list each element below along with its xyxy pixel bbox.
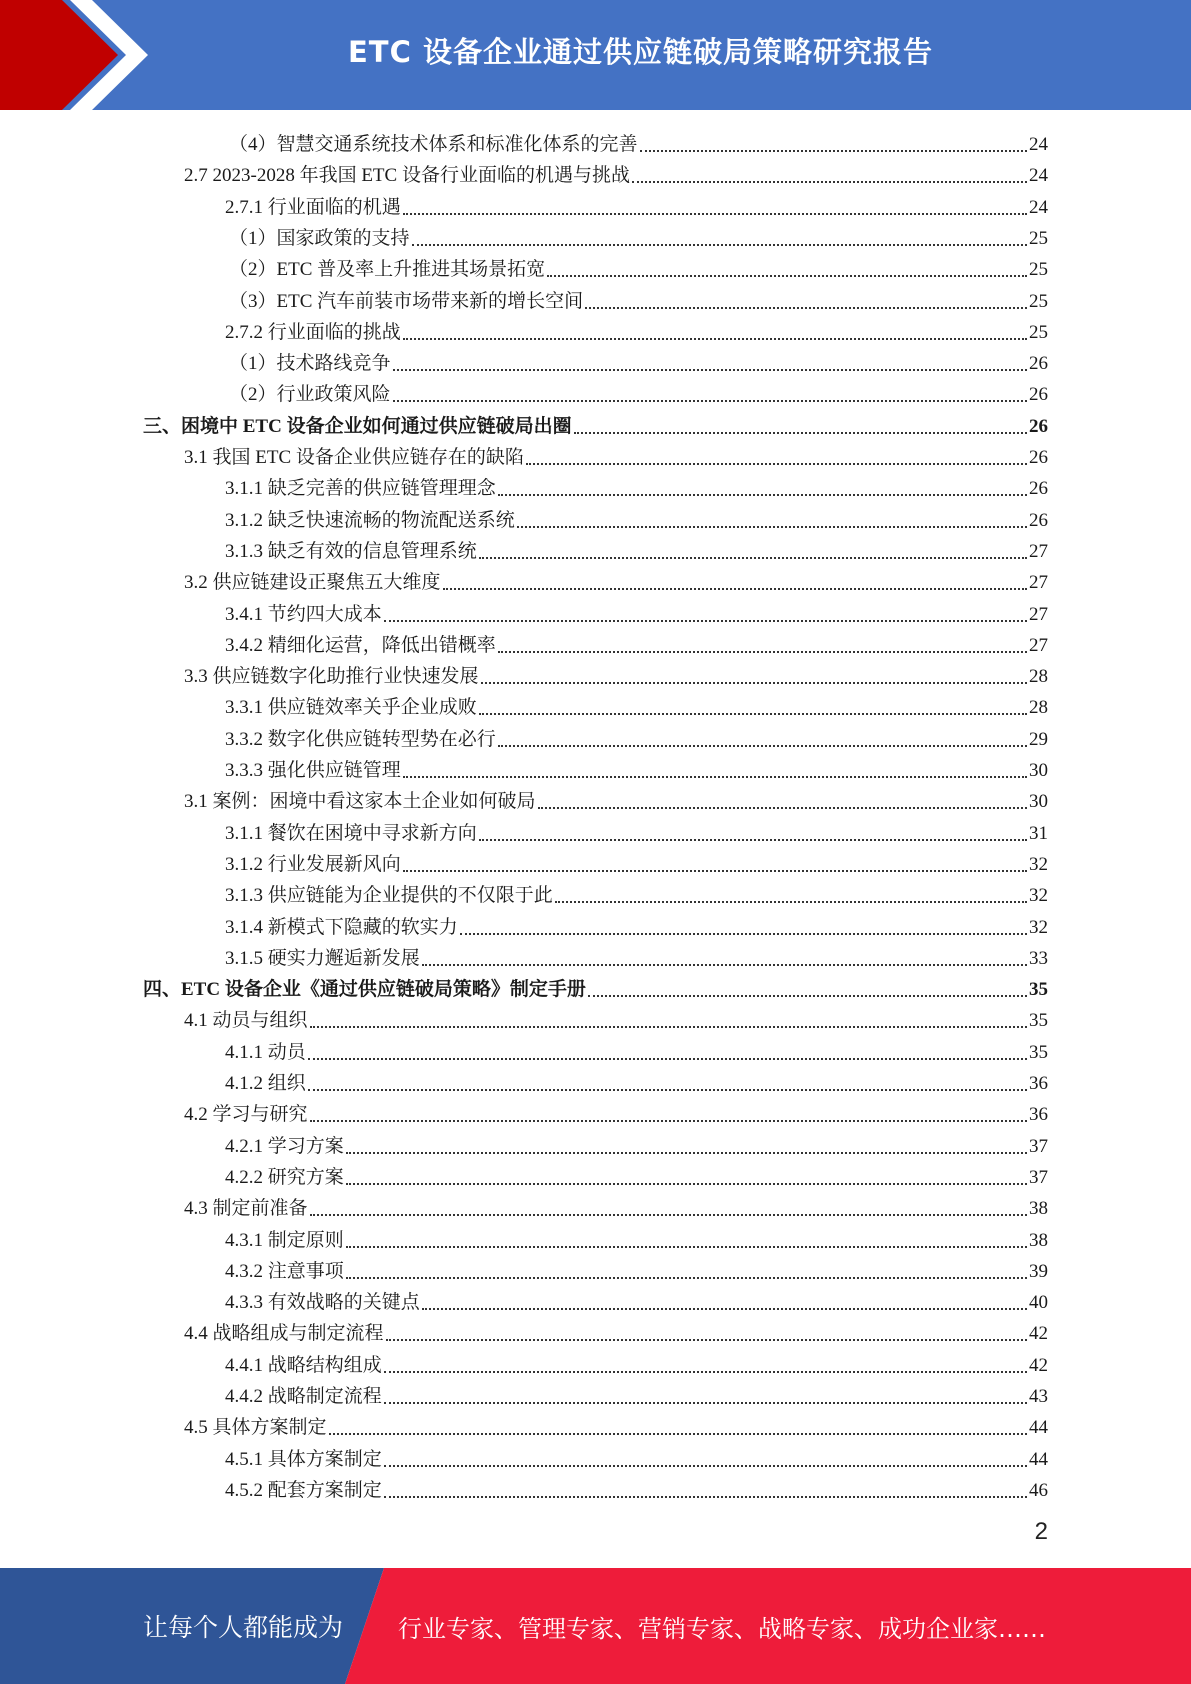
toc-entry-label: 3.4.2 精细化运营，降低出错概率 <box>225 634 496 656</box>
dot-leader <box>574 432 1027 434</box>
dot-leader <box>346 1246 1027 1248</box>
toc-entry-page: 37 <box>1029 1135 1048 1157</box>
dot-leader <box>498 651 1027 653</box>
dot-leader <box>588 995 1027 997</box>
toc-entry[interactable] <box>229 251 1048 282</box>
toc-entry-label: （1）国家政策的支持 <box>229 227 410 249</box>
toc-entry[interactable] <box>184 1315 1048 1346</box>
toc-entry-label: （2）ETC 普及率上升推进其场景拓宽 <box>229 259 546 281</box>
dot-leader <box>640 150 1027 152</box>
toc-entry[interactable] <box>225 909 1048 940</box>
toc-entry-label: 4.2 学习与研究 <box>184 1104 308 1126</box>
dot-leader <box>479 557 1027 559</box>
dot-leader <box>310 1026 1027 1028</box>
toc-entry-label: 4.3.3 有效战略的关键点 <box>225 1292 420 1314</box>
toc-entry[interactable] <box>225 470 1048 501</box>
dot-leader <box>384 1465 1027 1467</box>
toc-entry-label: 3.3.2 数字化供应链转型势在必行 <box>225 728 496 750</box>
toc-entry-label: 4.4.2 战略制定流程 <box>225 1386 382 1407</box>
toc-entry[interactable] <box>184 658 1048 689</box>
dot-leader <box>498 745 1027 747</box>
toc-entry-label: 3.1.2 行业发展新风向 <box>225 853 401 875</box>
toc-entry[interactable] <box>225 752 1048 783</box>
dot-leader <box>412 244 1027 246</box>
toc-entry[interactable] <box>184 157 1048 188</box>
dot-leader <box>498 494 1027 496</box>
toc-entry[interactable] <box>225 1253 1048 1284</box>
dot-leader <box>308 1058 1027 1060</box>
toc-entry-page: 27 <box>1029 603 1048 625</box>
toc-entry-label: 4.3.1 制定原则 <box>225 1229 344 1251</box>
toc-entry[interactable] <box>143 971 1048 1002</box>
dot-leader <box>403 870 1027 872</box>
toc-entry[interactable] <box>184 1190 1048 1221</box>
toc-entry[interactable] <box>225 596 1048 627</box>
toc-entry-page: 31 <box>1029 822 1048 844</box>
toc-entry-page: 42 <box>1029 1354 1048 1376</box>
toc-entry-page: 46 <box>1029 1479 1048 1501</box>
toc-entry[interactable] <box>225 1284 1048 1315</box>
toc-entry-page: 36 <box>1029 1073 1048 1094</box>
toc-entry-page: 26 <box>1029 478 1048 500</box>
toc-entry-label: 4.3 制定前准备 <box>184 1198 308 1220</box>
toc-entry-label: 4.2.2 研究方案 <box>225 1166 344 1188</box>
dot-leader <box>384 620 1027 622</box>
toc-entry[interactable] <box>184 439 1048 470</box>
dot-leader <box>517 526 1027 528</box>
report-title: ETC 设备企业通过供应链破局策略研究报告 <box>348 34 933 69</box>
toc-entry[interactable] <box>225 1441 1048 1472</box>
toc-entry[interactable] <box>184 1409 1048 1440</box>
toc-entry-page: 24 <box>1029 134 1048 155</box>
dot-leader <box>403 776 1027 778</box>
toc-entry-page: 37 <box>1029 1166 1048 1188</box>
toc-entry-page: 27 <box>1029 634 1048 656</box>
toc-entry-label: 2.7.2 行业面临的挑战 <box>225 321 401 343</box>
toc-entry-label: 3.1.2 缺乏快速流畅的物流配送系统 <box>225 509 515 531</box>
toc-entry-label: （1）技术路线竞争 <box>229 353 391 375</box>
toc-entry-page: 40 <box>1029 1292 1048 1314</box>
dot-leader <box>393 400 1027 402</box>
dot-leader <box>310 1120 1027 1122</box>
dot-leader <box>403 213 1027 215</box>
toc-entry-page: 28 <box>1029 666 1048 688</box>
toc-entry-page: 36 <box>1029 1104 1048 1126</box>
toc-entry-page: 44 <box>1029 1417 1048 1439</box>
dot-leader <box>479 839 1027 841</box>
toc-entry-label: （4）智慧交通系统技术体系和标准化体系的完善 <box>229 134 638 155</box>
dot-leader <box>538 807 1027 809</box>
toc-entry-page: 25 <box>1029 290 1048 312</box>
toc-entry-label: 3.1.4 新模式下隐藏的软实力 <box>225 916 458 938</box>
toc-entry-page: 42 <box>1029 1323 1048 1345</box>
toc-entry-page: 27 <box>1029 572 1048 594</box>
toc-entry-label: 2.7 2023-2028 年我国 ETC 设备行业面临的机遇与挑战 <box>184 165 630 187</box>
toc-entry-label: 3.4.1 节约四大成本 <box>225 603 382 625</box>
toc-entry-page: 35 <box>1029 1010 1048 1032</box>
toc-entry[interactable] <box>225 1159 1048 1190</box>
toc-entry[interactable] <box>225 189 1048 220</box>
dot-leader <box>479 713 1027 715</box>
footer-banner <box>0 1568 1191 1684</box>
toc-entry[interactable] <box>225 1378 1048 1409</box>
toc-entry-page: 32 <box>1029 885 1048 907</box>
toc-entry[interactable] <box>225 1034 1048 1065</box>
dot-leader <box>346 1277 1027 1279</box>
toc-entry-label: 3.3.3 强化供应链管理 <box>225 760 401 781</box>
toc-entry[interactable] <box>225 940 1048 971</box>
toc-entry-label: 3.1.1 缺乏完善的供应链管理理念 <box>225 478 496 500</box>
toc-entry[interactable] <box>225 1472 1048 1503</box>
toc-entry-label: 3.1.3 缺乏有效的信息管理系统 <box>225 540 477 562</box>
toc-entry-label: 4.1.1 动员 <box>225 1041 306 1063</box>
toc-entry-page: 35 <box>1029 1041 1048 1063</box>
toc-entry-page: 28 <box>1029 697 1048 719</box>
dot-leader <box>346 1183 1027 1185</box>
dot-leader <box>384 1371 1027 1373</box>
dot-leader <box>422 1308 1027 1310</box>
toc-entry-page: 43 <box>1029 1386 1048 1407</box>
dot-leader <box>547 275 1027 277</box>
toc-entry-label: 4.2.1 学习方案 <box>225 1135 344 1157</box>
toc-entry[interactable] <box>225 627 1048 658</box>
toc-entry-page: 24 <box>1029 165 1048 187</box>
toc-entry-label: 4.4.1 战略结构组成 <box>225 1354 382 1376</box>
dot-leader <box>632 181 1027 183</box>
toc-entry-label: （3）ETC 汽车前装市场带来新的增长空间 <box>229 290 584 312</box>
dot-leader <box>393 369 1027 371</box>
dot-leader <box>403 338 1027 340</box>
toc-entry[interactable] <box>229 126 1048 157</box>
toc-entry-page: 25 <box>1029 321 1048 343</box>
toc-entry-page: 26 <box>1029 509 1048 531</box>
toc-entry-page: 38 <box>1029 1198 1048 1220</box>
toc-entry[interactable] <box>225 815 1048 846</box>
toc-entry-label: 2.7.1 行业面临的机遇 <box>225 196 401 218</box>
toc-entry-page: 32 <box>1029 853 1048 875</box>
footer-slogan-left: 让每个人都能成为 <box>143 1613 344 1642</box>
toc-entry[interactable] <box>184 1096 1048 1127</box>
toc-entry-page: 35 <box>1029 979 1048 1001</box>
toc-entry-page: 24 <box>1029 196 1048 218</box>
toc-entry-label: 4.5.1 具体方案制定 <box>225 1448 382 1470</box>
toc-entry-label: 3.1 案例：困境中看这家本土企业如何破局 <box>184 791 536 813</box>
toc-entry-page: 27 <box>1029 540 1048 562</box>
dot-leader <box>384 1402 1027 1404</box>
toc-entry[interactable] <box>225 314 1048 345</box>
dot-leader <box>329 1433 1027 1435</box>
dot-leader <box>481 682 1027 684</box>
toc-entry-page: 25 <box>1029 227 1048 249</box>
toc-entry-label: 4.1 动员与组织 <box>184 1010 308 1032</box>
dot-leader <box>386 1339 1027 1341</box>
toc-entry-label: 3.3.1 供应链效率关乎企业成败 <box>225 697 477 719</box>
toc-entry[interactable] <box>225 502 1048 533</box>
toc-entry[interactable] <box>225 721 1048 752</box>
header-banner <box>0 0 1191 110</box>
dot-leader <box>308 1089 1027 1091</box>
toc-entry[interactable] <box>225 846 1048 877</box>
toc-entry-label: 三、困境中 ETC 设备企业如何通过供应链破局出圈 <box>143 415 572 437</box>
toc-entry[interactable] <box>229 376 1048 407</box>
toc-entry[interactable] <box>225 1222 1048 1253</box>
toc-entry-page: 38 <box>1029 1229 1048 1251</box>
toc-entry-label: （2）行业政策风险 <box>229 384 391 406</box>
dot-leader <box>585 307 1027 309</box>
toc-entry-label: 3.1 我国 ETC 设备企业供应链存在的缺陷 <box>184 447 524 468</box>
toc-entry-page: 26 <box>1029 415 1048 437</box>
toc-entry-label: 3.1.1 餐饮在困境中寻求新方向 <box>225 822 477 844</box>
toc-entry-page: 25 <box>1029 259 1048 281</box>
dot-leader <box>555 901 1027 903</box>
toc-entry-label: 4.5.2 配套方案制定 <box>225 1479 382 1501</box>
toc-entry-page: 39 <box>1029 1260 1048 1282</box>
toc-entry[interactable] <box>225 1128 1048 1159</box>
toc-entry-page: 44 <box>1029 1448 1048 1470</box>
chevron-arrow-icon <box>0 0 160 110</box>
dot-leader <box>422 964 1027 966</box>
dot-leader <box>526 463 1027 465</box>
toc-entry[interactable] <box>184 1002 1048 1033</box>
toc-entry-page: 26 <box>1029 384 1048 406</box>
toc-entry-label: 3.3 供应链数字化助推行业快速发展 <box>184 666 479 688</box>
toc-entry-label: 4.5 具体方案制定 <box>184 1417 327 1439</box>
toc-entry-page: 33 <box>1029 947 1048 969</box>
toc-entry-page: 30 <box>1029 760 1048 781</box>
toc-entry-label: 4.1.2 组织 <box>225 1073 306 1094</box>
toc-entry-page: 29 <box>1029 728 1048 750</box>
dot-leader <box>443 588 1027 590</box>
toc-entry-page: 26 <box>1029 353 1048 375</box>
dot-leader <box>310 1214 1027 1216</box>
dot-leader <box>346 1152 1027 1154</box>
dot-leader <box>460 933 1027 935</box>
toc-entry-page: 26 <box>1029 447 1048 468</box>
toc-entry-label: 四、ETC 设备企业《通过供应链破局策略》制定手册 <box>143 979 586 1001</box>
toc-entry[interactable] <box>225 877 1048 908</box>
page-number: 2 <box>1034 1518 1048 1545</box>
toc-entry[interactable] <box>225 1347 1048 1378</box>
toc-entry-label: 4.3.2 注意事项 <box>225 1260 344 1282</box>
toc-entry[interactable] <box>184 783 1048 814</box>
dot-leader <box>384 1496 1027 1498</box>
toc-entry[interactable] <box>184 564 1048 595</box>
toc-entry[interactable] <box>229 345 1048 376</box>
toc-entry-label: 3.2 供应链建设正聚焦五大维度 <box>184 572 441 594</box>
toc-entry[interactable] <box>225 689 1048 720</box>
toc-entry[interactable] <box>225 1065 1048 1096</box>
toc-entry-page: 30 <box>1029 791 1048 813</box>
toc-entry[interactable] <box>229 283 1048 314</box>
toc-entry-page: 32 <box>1029 916 1048 938</box>
toc-entry[interactable] <box>143 408 1048 439</box>
footer-slogan-right: 行业专家、管理专家、营销专家、战略专家、成功企业家…… <box>398 1614 1046 1643</box>
toc-entry[interactable] <box>225 533 1048 564</box>
toc-entry-label: 4.4 战略组成与制定流程 <box>184 1323 384 1345</box>
toc-entry[interactable] <box>229 220 1048 251</box>
toc-entry-label: 3.1.5 硬实力邂逅新发展 <box>225 947 420 969</box>
toc-entry-label: 3.1.3 供应链能为企业提供的不仅限于此 <box>225 885 553 907</box>
